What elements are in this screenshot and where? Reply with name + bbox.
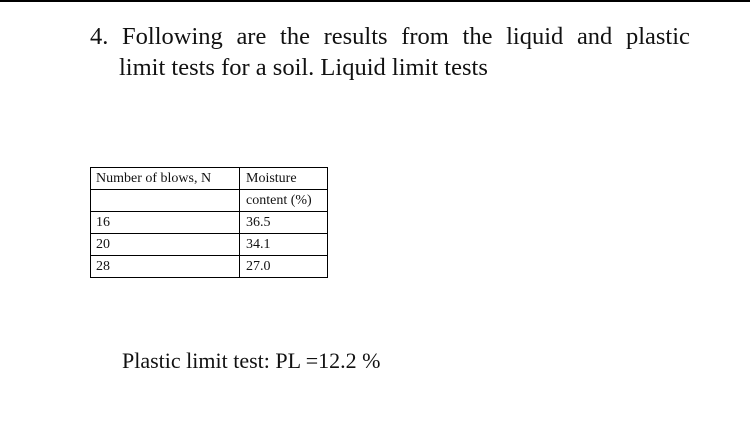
table-row bbox=[91, 212, 328, 234]
liquid-limit-table bbox=[90, 167, 328, 278]
cell-moisture: 34.1 bbox=[240, 234, 328, 256]
cell-moisture: 36.5 bbox=[240, 212, 328, 234]
question-word: results bbox=[323, 23, 388, 50]
question-word: plastic bbox=[625, 23, 690, 50]
question-text bbox=[90, 21, 690, 83]
question-word: from bbox=[401, 23, 449, 50]
question-word: the bbox=[280, 23, 310, 50]
cell-blows: 16 bbox=[91, 212, 240, 234]
question-word: are bbox=[236, 23, 267, 50]
header-blows-cont bbox=[91, 190, 240, 212]
cell-moisture: 27.0 bbox=[240, 256, 328, 278]
question-word: liquid bbox=[506, 23, 564, 50]
question-word: the bbox=[462, 23, 493, 50]
header-moisture: Moisture bbox=[240, 168, 328, 190]
table-row bbox=[91, 234, 328, 256]
header-moisture-cont: content (%) bbox=[240, 190, 328, 212]
cell-blows: 28 bbox=[91, 256, 240, 278]
question-word: and bbox=[576, 23, 613, 50]
question-line-1 bbox=[90, 21, 690, 52]
cell-blows: 20 bbox=[91, 234, 240, 256]
plastic-limit-text: Plastic limit test: PL =12.2 % bbox=[122, 348, 381, 373]
top-border-line bbox=[0, 0, 750, 2]
header-blows: Number of blows, N bbox=[91, 168, 240, 190]
table-header-row bbox=[91, 168, 328, 190]
question-word: Following bbox=[122, 23, 223, 50]
question-word: 4. bbox=[90, 23, 109, 50]
table-header-row-2 bbox=[91, 190, 328, 212]
question-line-2: limit tests for a soil. Liquid limit tests bbox=[119, 54, 488, 81]
table-row bbox=[91, 256, 328, 278]
